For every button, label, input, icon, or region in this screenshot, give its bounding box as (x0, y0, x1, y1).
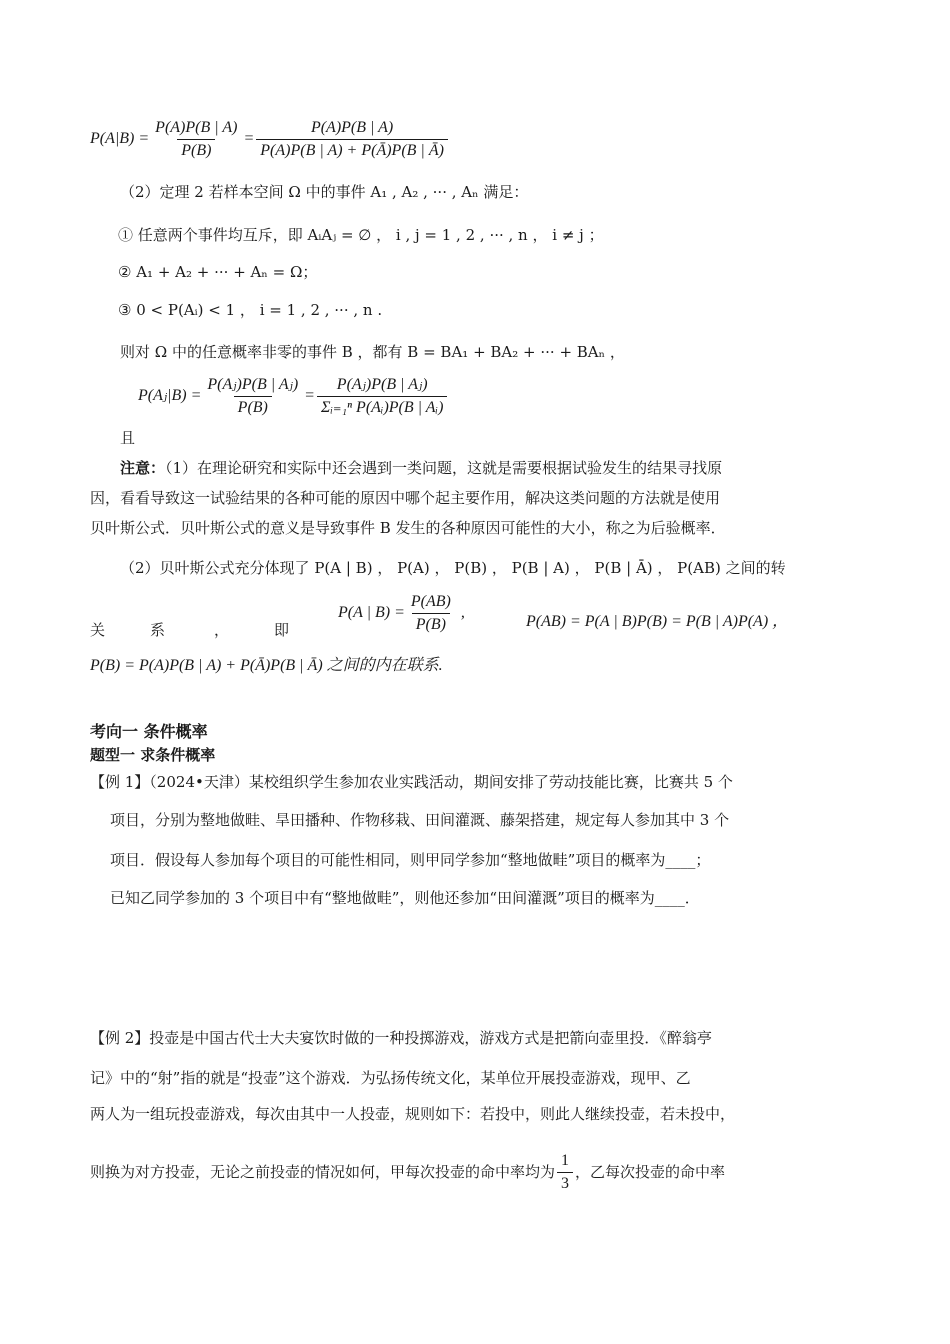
formula2-fraction-2 (317, 376, 447, 417)
formula1-fraction-2 (256, 119, 448, 160)
example-2-line-2: 记》中的“射”指的就是“投壶”这个游戏．为弘扬传统文化，某单位开展投壶游戏，现甲、乙 (90, 1069, 691, 1087)
one-third-fraction (557, 1152, 573, 1193)
formula1-f2-numerator: P(A)P(B | A) (310, 118, 394, 136)
formula2-f2-denominator: Σᵢ₌₁ⁿ P(Aᵢ)P(B | Aᵢ) (317, 396, 447, 417)
bayes-formula-1 (90, 116, 450, 162)
fraction-denominator: 3 (557, 1172, 573, 1193)
note-line-1 (120, 458, 722, 478)
theorem-2-line: （2）定理 2 若样本空间 Ω 中的事件 A₁ , A₂ , ··· , Aₙ 满足： (120, 183, 529, 201)
formula1-lhs: P(A|B) = (90, 130, 150, 147)
example-2-line-3: 两人为一组玩投壶游戏，每次由其中一人投壶，规则如下：若投中，则此人继续投壶，若未投中， (90, 1105, 736, 1123)
relation-1-lhs: P(A | B) = (338, 604, 405, 621)
qie-text: 且 (120, 429, 136, 447)
fraction-numerator: 1 (561, 1151, 570, 1169)
formula1-f2-denominator: P(A)P(B | A) + P(Ā)P(B | Ā) (256, 139, 448, 160)
section-subtitle: 题型一 求条件概率 (90, 746, 216, 764)
example-2-line-4 (90, 1150, 725, 1194)
relation-1-fraction (407, 593, 455, 634)
formula2-equals: = (304, 387, 315, 404)
bayes-formula-2 (138, 370, 449, 422)
note-w3: ， (214, 621, 230, 639)
note-w4: 即 (274, 621, 290, 639)
formula2-lhs: P(Aⱼ|B) = (138, 387, 202, 404)
example-1-line-4: 已知乙同学参加的 3 个项目中有“整地做畦”，则他还参加“田间灌溉”项目的概率为____． (110, 889, 700, 907)
formula2-f2-numerator: P(Aⱼ)P(B | Aⱼ) (336, 375, 428, 393)
example-2-line-4-a: 则换为对方投壶，无论之前投壶的情况如何，甲每次投壶的命中率均为 (90, 1163, 556, 1181)
then-line: 则对 Ω 中的任意概率非零的事件 B ，都有 B = BA₁ + BA₂ + ··· + BAₙ ， (120, 343, 625, 361)
example-1-line-2: 项目，分别为整地做畦、旱田播种、作物移栽、田间灌溉、藤架搭建，规定每人参加其中 3 个 (110, 811, 730, 829)
formula2-f1-numerator: P(Aⱼ)P(B | Aⱼ) (207, 375, 299, 393)
note-line-2: 因，看看导致这一试验结果的各种可能的原因中哪个起主要作用，解决这类问题的方法就是使用 (90, 489, 721, 507)
formula1-f1-denominator: P(B) (177, 139, 215, 160)
example-1-line-1: 【例 1】（2024•天津）某校组织学生参加农业实践活动，期间安排了劳动技能比赛，比赛共 5 个 (90, 773, 733, 791)
relation-1-denominator: P(B) (412, 613, 450, 634)
condition-2: ② A₁ + A₂ + ··· + Aₙ = Ω； (118, 263, 318, 281)
formula1-equals: = (243, 130, 255, 147)
relation-2: P(AB) = P(A | B)P(B) = P(B | A)P(A) ， (526, 613, 789, 630)
formula1-f1-numerator: P(A)P(B | A) (155, 118, 238, 136)
note-line-6: P(B) = P(A)P(B | A) + P(Ā)P(B | Ā) 之间的内在联系. (90, 657, 443, 674)
relation-1-numerator: P(AB) (410, 592, 451, 610)
note-w2: 系 (150, 621, 166, 639)
note-line-3: 贝叶斯公式．贝叶斯公式的意义是导致事件 B 发生的各种原因可能性的大小，称之为后验概率． (90, 519, 726, 537)
relation-1 (338, 590, 465, 636)
note-w1: 关 (90, 621, 106, 639)
formula2-fraction-1 (203, 376, 302, 417)
note-line-1-text: （1）在理论研究和实际中还会遇到一类问题，这就是需要根据试验发生的结果寻找原 (165, 459, 723, 477)
condition-1: ① 任意两个事件均互斥，即 AᵢAⱼ = ∅ ， i , j = 1 , 2 , ··· , n ， i ≠ j ； (118, 226, 604, 244)
formula1-fraction-1 (151, 119, 241, 160)
example-1-line-3: 项目．假设每人参加每个项目的可能性相同，则甲同学参加“整地做畦”项目的概率为____； (110, 851, 711, 869)
relation-1-comma: , (456, 604, 465, 621)
condition-3: ③ 0 < P(Aᵢ) < 1 ， i = 1 , 2 , ··· , n . (118, 301, 383, 319)
formula2-f1-denominator: P(B) (234, 396, 272, 417)
note-line-4: （2）贝叶斯公式充分体现了 P(A | B) ， P(A) ， P(B) ， P(B | A) ， P(B | Ā) ， P(AB) 之间的转 (120, 559, 786, 577)
example-2-line-1: 【例 2】投壶是中国古代士大夫宴饮时做的一种投掷游戏，游戏方式是把箭向壶里投．《醉翁亭 (90, 1029, 712, 1047)
note-label: 注意： (120, 459, 166, 477)
section-title: 考向一 条件概率 (90, 722, 208, 741)
example-2-line-4-b: ，乙每次投壶的命中率 (575, 1163, 726, 1181)
